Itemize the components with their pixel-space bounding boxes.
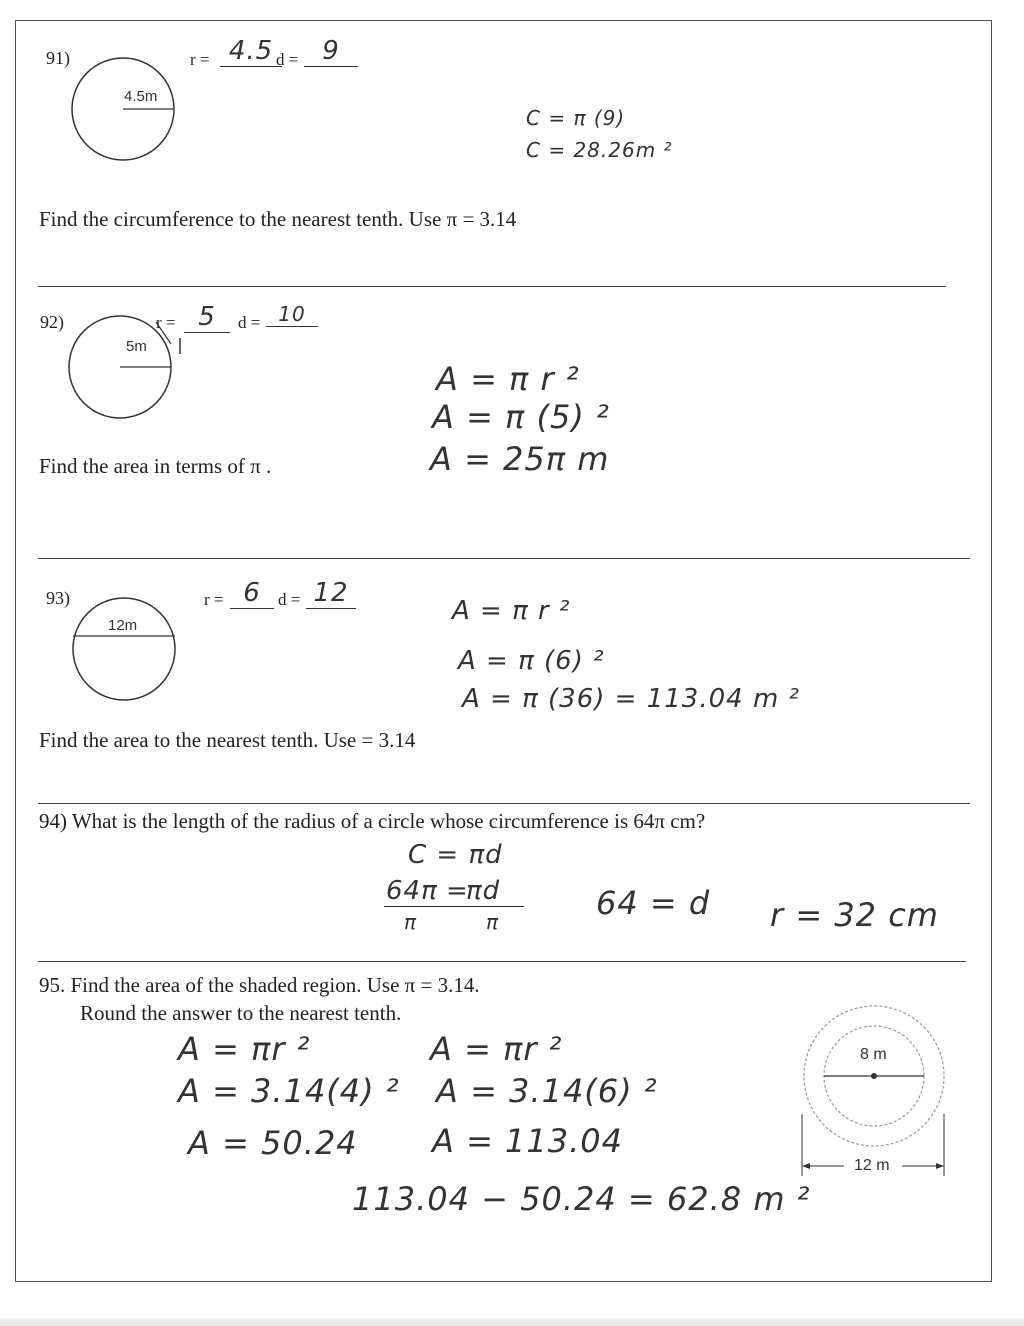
problem-94-work-fraction <box>384 876 534 936</box>
problem-92-work-line-1: A = π r ² <box>436 360 580 398</box>
problem-93-diameter-value: 12 <box>306 578 356 609</box>
problem-94-work-formula: C = πd <box>408 840 503 870</box>
problem-91-circle-figure <box>70 55 180 167</box>
problem-94-denominator-right: π <box>486 910 500 934</box>
problem-92-work-line-2: A = π (5) ² <box>432 398 610 436</box>
problem-92-diameter-blank <box>266 302 318 327</box>
problem-92-figure-label: 5m <box>126 338 147 355</box>
problem-92-number: 92) <box>40 312 64 332</box>
problem-94-numerator-right: πd <box>466 876 501 906</box>
problem-92-radius-blank <box>184 302 230 333</box>
problem-92-work-line-3: A = 25π m <box>430 440 610 478</box>
problem-93-work-line-1: A = π r ² <box>452 596 571 626</box>
problem-93-figure-label: 12m <box>108 617 138 634</box>
problem-91-diameter-blank <box>304 36 358 67</box>
problem-95-work-right-2: A = 3.14(6) ² <box>436 1072 658 1110</box>
divider-1 <box>38 286 946 287</box>
problem-91-instruction: Find the circumference to the nearest tenth. Use π = 3.14 <box>39 207 517 231</box>
problem-91-radius-value: 4.5 <box>220 36 282 67</box>
problem-94-numerator-left: 64π <box>386 876 438 906</box>
problem-93-circle-figure <box>72 596 178 704</box>
problem-92-diameter-value: 10 <box>266 302 318 327</box>
problem-93-radius-value: 6 <box>230 578 274 609</box>
problem-93-radius-blank <box>230 578 274 609</box>
problem-95-line-1: 95. Find the area of the shaded region. Use π = 3.14. <box>39 973 480 997</box>
problem-91-figure-label: 4.5m <box>124 88 158 105</box>
problem-94-fraction-bar <box>384 906 524 907</box>
problem-91-diameter-label: d = <box>276 50 299 69</box>
problem-93-number: 93) <box>46 588 70 608</box>
problem-93-diameter-blank <box>306 578 356 609</box>
problem-95-work-right-1: A = πr ² <box>430 1030 563 1068</box>
problem-94-work-step: 64 = d <box>596 884 711 922</box>
scan-bottom-edge <box>0 1318 1024 1326</box>
problem-95-work-left-2: A = 3.14(4) ² <box>178 1072 400 1110</box>
problem-93-instruction: Find the area to the nearest tenth. Use = 3.14 <box>39 728 416 752</box>
problem-93-diameter-label: d = <box>278 590 301 609</box>
problem-94-question: 94) What is the length of the radius of a circle whose circumference is 64π cm? <box>39 809 706 833</box>
problem-94-equals: = <box>446 876 469 906</box>
problem-95-annulus-figure <box>798 1004 950 1180</box>
problem-95-final-answer: 113.04 − 50.24 = 62.8 m ² <box>352 1180 811 1218</box>
divider-4 <box>38 961 966 962</box>
problem-91-radius-blank <box>220 36 282 67</box>
problem-91-work-line-2: C = 28.26m ² <box>526 138 673 162</box>
problem-92-instruction: Find the area in terms of π . <box>39 454 272 478</box>
problem-91-work-line-1: C = π (9) <box>526 106 626 130</box>
problem-93-radius-label: r = <box>204 590 224 609</box>
problem-94-answer: r = 32 cm <box>770 896 939 934</box>
problem-94-denominator-left: π <box>404 910 418 934</box>
problem-95-inner-label: 8 m <box>860 1046 887 1063</box>
problem-93-work-line-3: A = π (36) = 113.04 m ² <box>462 684 800 714</box>
problem-95-work-left-1: A = πr ² <box>178 1030 311 1068</box>
problem-92-diameter-label: d = <box>238 313 261 332</box>
divider-2 <box>38 558 970 559</box>
problem-95-line-2: Round the answer to the nearest tenth. <box>80 1001 402 1025</box>
problem-92-radius-value: 5 <box>184 302 230 333</box>
problem-95-outer-label: 12 m <box>854 1157 890 1174</box>
problem-91-number: 91) <box>46 48 70 68</box>
problem-93-work-line-2: A = π (6) ² <box>458 646 605 676</box>
problem-95-work-right-3: A = 113.04 <box>432 1122 624 1160</box>
problem-95-work-left-3: A = 50.24 <box>188 1124 358 1162</box>
problem-91-radius-label: r = <box>190 50 210 69</box>
divider-3 <box>38 803 970 804</box>
problem-92-radius-label: r = <box>156 313 176 332</box>
problem-91-diameter-value: 9 <box>304 36 358 67</box>
